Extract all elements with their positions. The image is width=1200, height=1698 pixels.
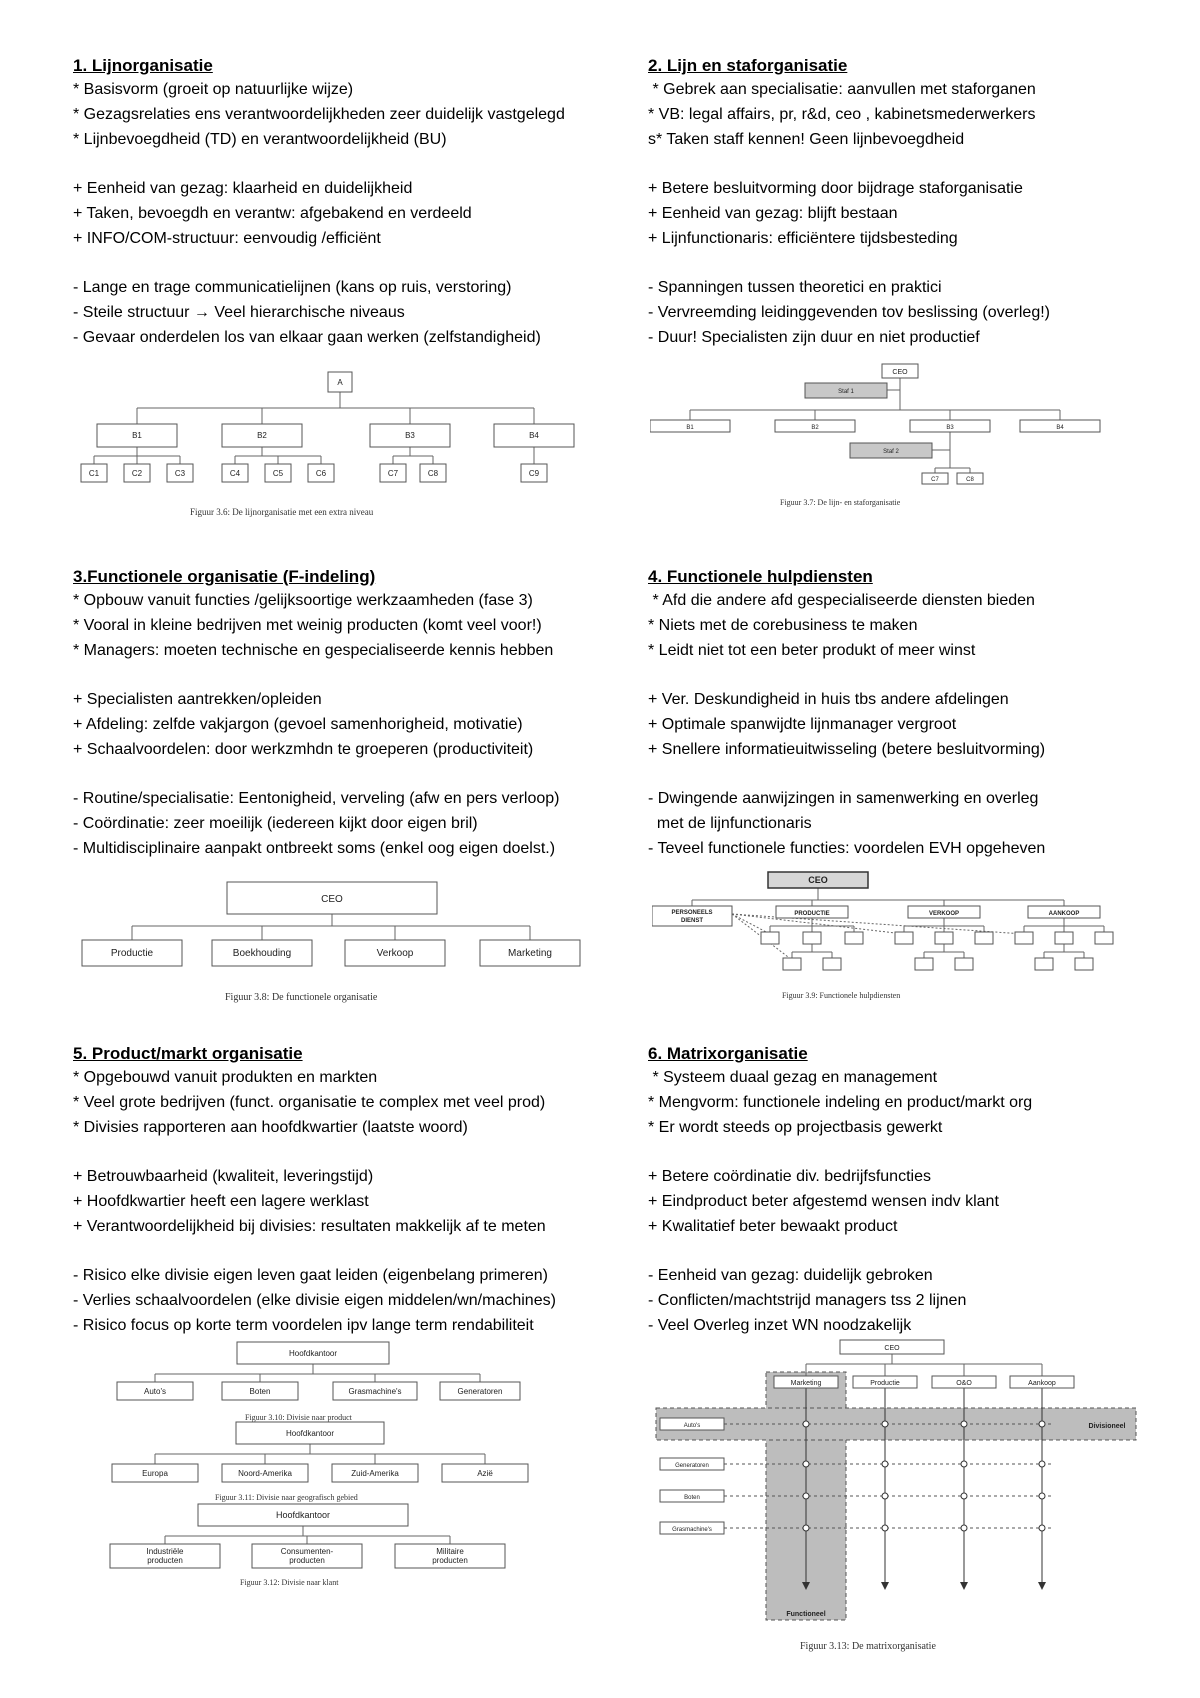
figure-lijn-en-staforganisatie	[650, 360, 1130, 515]
advantage-line: + Eenheid van gezag: blijft bestaan	[648, 204, 898, 222]
divisioneel-band	[656, 1408, 1136, 1440]
section-title: 1. Lijnorganisatie	[73, 56, 213, 75]
org-box-autos	[660, 1418, 724, 1430]
org-box-staf1	[805, 383, 887, 398]
org-box-label: Verkoop	[376, 948, 414, 959]
org-box-label: B2	[257, 431, 267, 440]
org-box-boten	[222, 1382, 298, 1400]
org-box-marketing	[774, 1376, 838, 1388]
figure-caption: Figuur 3.7: De lijn- en staforganisatie	[780, 498, 901, 507]
functioneel-label: Functioneel	[786, 1611, 826, 1618]
org-box-boten	[660, 1490, 724, 1502]
org-box-label: CEO	[808, 875, 828, 885]
org-box-label: B4	[529, 431, 539, 440]
advantage-line: + Optimale spanwijdte lijnmanager vergroot	[648, 715, 957, 733]
section-lijn-en-staforganisatie	[648, 54, 1200, 351]
text-line: * Leidt niet tot een beter produkt of meer winst	[648, 641, 976, 659]
org-box-label: CEO	[892, 369, 908, 376]
figure-divisie-naar-klant	[105, 1502, 545, 1592]
advantage-line: + Verantwoordelijkheid bij divisies: resultaten makkelijk af te meten	[73, 1217, 546, 1235]
disadvantage-line: - Routine/specialisatie: Eentonigheid, verveling (afw en pers verloop)	[73, 790, 560, 808]
org-box-label: Consumenten-	[280, 1547, 334, 1556]
org-box-noord-amerika	[222, 1464, 308, 1482]
org-box-label: producten	[432, 1556, 468, 1565]
org-box-label: producten	[289, 1556, 325, 1565]
figure-caption: Figuur 3.10: Divisie naar product	[245, 1413, 352, 1422]
figure-caption: Figuur 3.12: Divisie naar klant	[240, 1578, 339, 1587]
org-box-label: Generatoren	[675, 1463, 709, 1469]
org-box-label: Aankoop	[1028, 1380, 1056, 1387]
org-box-generatoren	[440, 1382, 520, 1400]
org-box-label: Productie	[870, 1380, 900, 1387]
org-box-militaire-producten	[395, 1544, 505, 1568]
org-box-autos	[117, 1382, 193, 1400]
org-box-productie	[776, 906, 848, 918]
org-box-productie	[853, 1376, 917, 1388]
advantage-line: + Betere besluitvorming door bijdrage staforganisatie	[648, 180, 1023, 198]
disadvantage-line: - Eenheid van gezag: duidelijk gebroken	[648, 1267, 933, 1285]
org-box-label: C2	[131, 469, 143, 478]
text-line: * Mengvorm: functionele indeling en product/markt org	[648, 1093, 1033, 1111]
org-box-label: Generatoren	[457, 1387, 503, 1396]
org-box-c6	[308, 464, 334, 482]
org-box-label: C3	[174, 469, 186, 478]
org-box-label: B4	[1056, 425, 1064, 431]
advantage-line: + Eindproduct beter afgestemd wensen indv klant	[648, 1192, 999, 1210]
org-box-label: B3	[405, 431, 415, 440]
org-box-label: producten	[147, 1556, 183, 1565]
org-box-label: C4	[229, 469, 241, 478]
org-box-industriele-producten	[110, 1544, 220, 1568]
org-box-b1	[97, 424, 177, 447]
org-box-label: Noord-Amerika	[238, 1469, 292, 1478]
org-box-b2	[775, 420, 855, 432]
section-functionele-organisatie	[73, 565, 633, 862]
section-title: 3.Functionele organisatie (F-indeling)	[73, 567, 376, 586]
advantage-line: + INFO/COM-structuur: eenvoudig /efficiënt	[73, 229, 381, 247]
org-box-o-en-o	[932, 1376, 996, 1388]
org-box-b2	[222, 424, 302, 447]
org-box-label: DIENST	[680, 918, 704, 924]
org-box-b3	[370, 424, 450, 447]
org-box-label: Industriële	[146, 1547, 184, 1556]
org-box-label: C6	[315, 469, 327, 478]
disadvantage-line: - Conflicten/machtstrijd managers tss 2 lijnen	[648, 1292, 967, 1310]
org-box-b4	[1020, 420, 1100, 432]
text-line: * Managers: moeten technische en gespecialiseerde kennis hebben	[73, 641, 554, 659]
text-line: s* Taken staff kennen! Geen lijnbevoegdheid	[648, 130, 965, 148]
org-box-label: B3	[946, 425, 954, 431]
text-line: * Lijnbevoegdheid (TD) en verantwoordelijkheid (BU)	[73, 130, 447, 148]
text-line: * VB: legal affairs, pr, r&d, ceo , kabinetsmederwerkers	[648, 105, 1036, 123]
org-box-c7	[380, 464, 406, 482]
advantage-line: + Snellere informatieuitwisseling (betere besluitvorming)	[648, 740, 1046, 758]
org-box-top	[328, 372, 352, 392]
advantage-line: + Eenheid van gezag: klaarheid en duidelijkheid	[73, 180, 413, 198]
org-box-label: Grasmachine's	[348, 1387, 402, 1396]
org-box-label: C8	[966, 477, 974, 483]
org-box-label: CEO	[321, 894, 343, 905]
org-box-label: PERSONEELS	[671, 910, 713, 916]
disadvantage-line: - Risico elke divisie eigen leven gaat leiden (eigenbelang primeren)	[73, 1267, 548, 1285]
org-box-aankoop	[1028, 906, 1100, 918]
org-box-c7	[922, 473, 948, 484]
disadvantage-line: - Veel Overleg inzet WN noodzakelijk	[648, 1316, 912, 1334]
figure-matrixorganisatie	[652, 1336, 1142, 1656]
section-title: 4. Functionele hulpdiensten	[648, 567, 873, 586]
org-box-productie	[82, 940, 182, 966]
advantage-line: + Lijnfunctionaris: efficiëntere tijdsbesteding	[648, 229, 958, 247]
org-box-label: PRODUCTIE	[794, 911, 830, 917]
org-box-label: Europa	[142, 1469, 168, 1478]
org-box-label: A	[337, 378, 343, 387]
disadvantage-line: - Coördinatie: zeer moeilijk (iedereen kijkt door eigen bril)	[73, 815, 478, 833]
advantage-line: + Afdeling: zelfde vakjargon (gevoel samenhorigheid, motivatie)	[73, 715, 523, 733]
divisioneel-label: Divisioneel	[1088, 1423, 1126, 1430]
org-box-label: B1	[132, 431, 142, 440]
advantage-line: + Betere coördinatie div. bedrijfsfuncties	[648, 1168, 931, 1186]
org-box-c5	[265, 464, 291, 482]
section-title: 5. Product/markt organisatie	[73, 1044, 303, 1063]
advantage-line: + Taken, bevoegdh en verantw: afgebakend en verdeeld	[73, 204, 472, 222]
section-product-markt-organisatie	[73, 1042, 633, 1339]
org-box-b1	[650, 420, 730, 432]
org-box-label: Staf 1	[838, 389, 854, 395]
text-line: * Niets met de corebusiness te maken	[648, 616, 918, 634]
org-box-ceo	[840, 1340, 944, 1354]
text-line: * Vooral in kleine bedrijven met weinig producten (komt veel voor!)	[73, 616, 542, 634]
disadvantage-line: - Steile structuur → Veel hierarchische niveaus	[73, 304, 405, 322]
disadvantage-line: - Risico focus op korte term voordelen ipv lange term rendabiliteit	[73, 1316, 534, 1334]
advantage-line: + Betrouwbaarheid (kwaliteit, leveringstijd)	[73, 1168, 374, 1186]
org-box-consumenten-producten	[252, 1544, 362, 1568]
org-box-europa	[112, 1464, 198, 1482]
org-box-label: CEO	[884, 1345, 900, 1352]
figure-lijnorganisatie	[75, 368, 575, 528]
text-line: * Er wordt steeds op projectbasis gewerkt	[648, 1118, 943, 1136]
text-line: * Opbouw vanuit functies /gelijksoortige werkzaamheden (fase 3)	[73, 592, 533, 609]
text-line: * Gezagsrelaties ens verantwoordelijkheden zeer duidelijk vastgelegd	[73, 105, 565, 123]
org-box-b4	[494, 424, 574, 447]
org-box-c8	[420, 464, 446, 482]
advantage-line: + Specialisten aantrekken/opleiden	[73, 691, 322, 709]
org-box-c2	[124, 464, 150, 482]
org-box-marketing	[480, 940, 580, 966]
org-box-label: Staf 2	[883, 449, 899, 455]
text-line: * Systeem duaal gezag en management	[648, 1069, 938, 1086]
figure-divisie-naar-gebied	[110, 1420, 540, 1510]
org-box-label: VERKOOP	[928, 911, 960, 917]
disadvantage-line: - Vervreemding leidinggevenden tov beslissing (overleg!)	[648, 304, 1050, 322]
org-box-label: Grasmachine's	[672, 1527, 712, 1533]
org-box-hoofdkantoor	[236, 1422, 384, 1444]
org-box-label: Azië	[477, 1469, 493, 1478]
org-box-label: Productie	[110, 948, 154, 959]
org-box-label: Boekhouding	[232, 948, 292, 959]
org-box-label: B1	[686, 425, 694, 431]
org-box-label: Hoofdkantoor	[288, 1349, 338, 1358]
section-matrixorganisatie	[648, 1042, 1200, 1339]
org-box-label: Marketing	[508, 948, 552, 959]
advantage-line: + Hoofdkwartier heeft een lagere werklast	[73, 1192, 369, 1210]
org-box-label: Hoofdkantoor	[285, 1429, 335, 1438]
figure-functionele-hulpdiensten	[652, 868, 1132, 1018]
text-line: * Afd die andere afd gespecialiseerde diensten bieden	[648, 592, 1035, 609]
org-box-generatoren	[660, 1458, 724, 1470]
org-box-label: C7	[387, 469, 399, 478]
text-line: * Divisies rapporteren aan hoofdkwartier (laatste woord)	[73, 1118, 468, 1136]
org-box-label: Zuid-Amerika	[351, 1469, 399, 1478]
org-box-grasmachines	[333, 1382, 417, 1400]
org-box-ceo	[882, 364, 918, 378]
org-box-ceo	[227, 882, 437, 914]
org-box-verkoop	[908, 906, 980, 918]
advantage-line: + Schaalvoordelen: door werkzmhdn te groeperen (productiviteit)	[73, 740, 534, 758]
org-box-zuid-amerika	[332, 1464, 418, 1482]
org-box-label: Auto's	[144, 1387, 166, 1396]
section-lijnorganisatie	[73, 54, 633, 351]
org-box-label: B2	[811, 425, 819, 431]
org-box-c9	[521, 464, 547, 482]
figure-divisie-naar-product	[115, 1340, 535, 1430]
org-box-label: Marketing	[790, 1380, 822, 1387]
disadvantage-line: - Teveel functionele functies: voordelen EVH opgeheven	[648, 839, 1046, 857]
disadvantage-line: - Verlies schaalvoordelen (elke divisie eigen middelen/wn/machines)	[73, 1292, 556, 1310]
org-box-c8	[957, 473, 983, 484]
section-functionele-hulpdiensten	[648, 565, 1200, 862]
org-box-label: C9	[528, 469, 540, 478]
org-box-c3	[167, 464, 193, 482]
figure-caption: Figuur 3.9: Functionele hulpdiensten	[782, 991, 901, 1000]
text-line: * Basisvorm (groeit op natuurlijke wijze)	[73, 81, 354, 98]
org-box-label: Militaire	[436, 1547, 464, 1556]
org-box-label: C5	[272, 469, 284, 478]
disadvantage-line: - Lange en trage communicatielijnen (kans op ruis, verstoring)	[73, 279, 512, 297]
org-box-b3	[910, 420, 990, 432]
figure-caption: Figuur 3.11: Divisie naar geografisch gebied	[215, 1493, 358, 1502]
org-box-hoofdkantoor	[237, 1342, 389, 1364]
disadvantage-line: - Duur! Specialisten zijn duur en niet productief	[648, 328, 980, 346]
advantage-line: + Ver. Deskundigheid in huis tbs andere afdelingen	[648, 691, 1009, 709]
org-box-label: Boten	[684, 1495, 700, 1501]
org-box-unit	[761, 932, 1113, 970]
org-box-aankoop	[1010, 1376, 1074, 1388]
org-box-ceo	[768, 872, 868, 888]
text-line: * Veel grote bedrijven (funct. organisatie te complex met veel prod)	[73, 1093, 546, 1111]
org-box-c4	[222, 464, 248, 482]
org-box-verkoop	[345, 940, 445, 966]
org-box-label: C8	[427, 469, 439, 478]
org-box-label: Boten	[249, 1387, 271, 1396]
org-box-label: C1	[88, 469, 100, 478]
org-box-label: AANKOOP	[1048, 911, 1080, 917]
org-box-azie	[442, 1464, 528, 1482]
org-box-label: O&O	[956, 1380, 972, 1387]
figure-caption: Figuur 3.13: De matrixorganisatie	[800, 1641, 936, 1652]
section-title: 6. Matrixorganisatie	[648, 1044, 808, 1063]
org-box-label: Hoofdkantoor	[275, 1510, 331, 1520]
disadvantage-line: - Spanningen tussen theoretici en praktici	[648, 279, 942, 297]
advantage-line: + Kwalitatief beter bewaakt product	[648, 1217, 898, 1235]
org-box-label: Auto's	[683, 1423, 701, 1429]
text-line: * Gebrek aan specialisatie: aanvullen met staforganen	[648, 81, 1036, 98]
text-line: * Opgebouwd vanuit produkten en markten	[73, 1069, 378, 1086]
disadvantage-line: - Multidisciplinaire aanpakt ontbreekt soms (enkel oog eigen doelst.)	[73, 839, 556, 857]
org-box-hoofdkantoor	[198, 1504, 408, 1526]
org-box-boekhouding	[212, 940, 312, 966]
disadvantage-line: - Dwingende aanwijzingen in samenwerking en overleg	[648, 790, 1039, 808]
org-box-c1	[81, 464, 107, 482]
org-box-staf2	[850, 443, 932, 458]
org-box-label: C7	[931, 477, 939, 483]
figure-functionele-organisatie	[80, 878, 590, 1013]
disadvantage-line: - Gevaar onderdelen los van elkaar gaan werken (zelfstandigheid)	[73, 328, 541, 346]
section-title: 2. Lijn en staforganisatie	[648, 56, 848, 75]
figure-caption: Figuur 3.8: De functionele organisatie	[225, 992, 378, 1003]
org-box-personeelsdienst	[652, 906, 732, 926]
disadvantage-line: met de lijnfunctionaris	[648, 815, 812, 833]
org-box-grasmachines	[660, 1522, 724, 1534]
figure-caption: Figuur 3.6: De lijnorganisatie met een extra niveau	[190, 507, 374, 517]
